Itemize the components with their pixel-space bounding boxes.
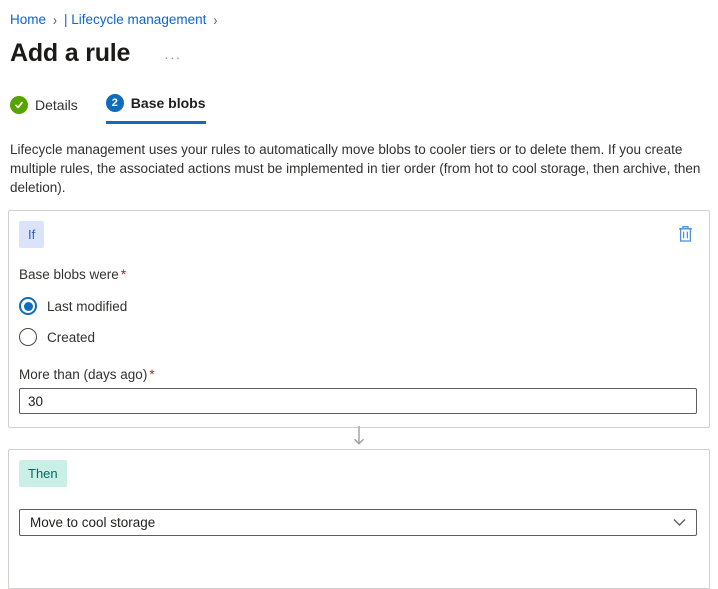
delete-rule-button[interactable] — [676, 223, 695, 244]
flow-connector — [8, 428, 710, 449]
base-blobs-were-label: Base blobs were * — [19, 267, 127, 282]
check-circle-icon — [10, 96, 28, 114]
required-asterisk: * — [120, 267, 127, 282]
radio-last-modified-label: Last modified — [47, 298, 128, 314]
radio-unselected-icon — [19, 328, 37, 346]
title-row — [10, 39, 710, 68]
tab-details-label: Details — [35, 96, 78, 113]
radio-created-label: Created — [47, 329, 96, 345]
required-asterisk: * — [149, 367, 155, 382]
page-title: Add a rule — [10, 39, 131, 67]
then-rule-box — [8, 449, 710, 589]
tab-base-blobs[interactable] — [106, 94, 206, 124]
arrow-down-icon — [352, 426, 366, 451]
wizard-tabs — [10, 94, 710, 124]
breadcrumb-link-lifecycle-management[interactable]: | Lifecycle management — [64, 12, 207, 27]
then-action-dropdown[interactable] — [19, 509, 697, 536]
then-box-header — [19, 460, 697, 487]
if-badge: If — [19, 221, 44, 248]
if-rule-box — [8, 210, 710, 428]
radio-selected-icon — [19, 297, 37, 315]
tab-base-blobs-label: Base blobs — [130, 95, 206, 111]
more-than-days-label: More than (days ago) * — [19, 367, 155, 382]
then-badge: Then — [19, 460, 67, 487]
context-menu-ellipsis-icon[interactable]: ··· — [164, 50, 182, 65]
step-2-badge: 2 — [106, 94, 124, 112]
chevron-down-icon — [673, 514, 686, 532]
page-description: Lifecycle management uses your rules to automatically move blobs to cooler tiers or to delete them. If you create multiple rules, the associated actions must be implemented in tier order (from hot to cool storage, then archive, then deletion). — [10, 142, 701, 195]
radio-last-modified[interactable] — [19, 297, 697, 315]
breadcrumb-separator-icon: › — [213, 10, 218, 29]
breadcrumb — [10, 12, 710, 27]
trash-icon — [678, 230, 693, 245]
then-action-value: Move to cool storage — [30, 515, 156, 530]
if-box-header — [19, 221, 697, 248]
radio-created[interactable] — [19, 328, 697, 346]
breadcrumb-separator-icon: › — [53, 10, 58, 29]
tab-details[interactable] — [10, 94, 78, 124]
days-ago-input[interactable] — [19, 388, 697, 414]
breadcrumb-link-home[interactable]: Home — [10, 12, 47, 27]
